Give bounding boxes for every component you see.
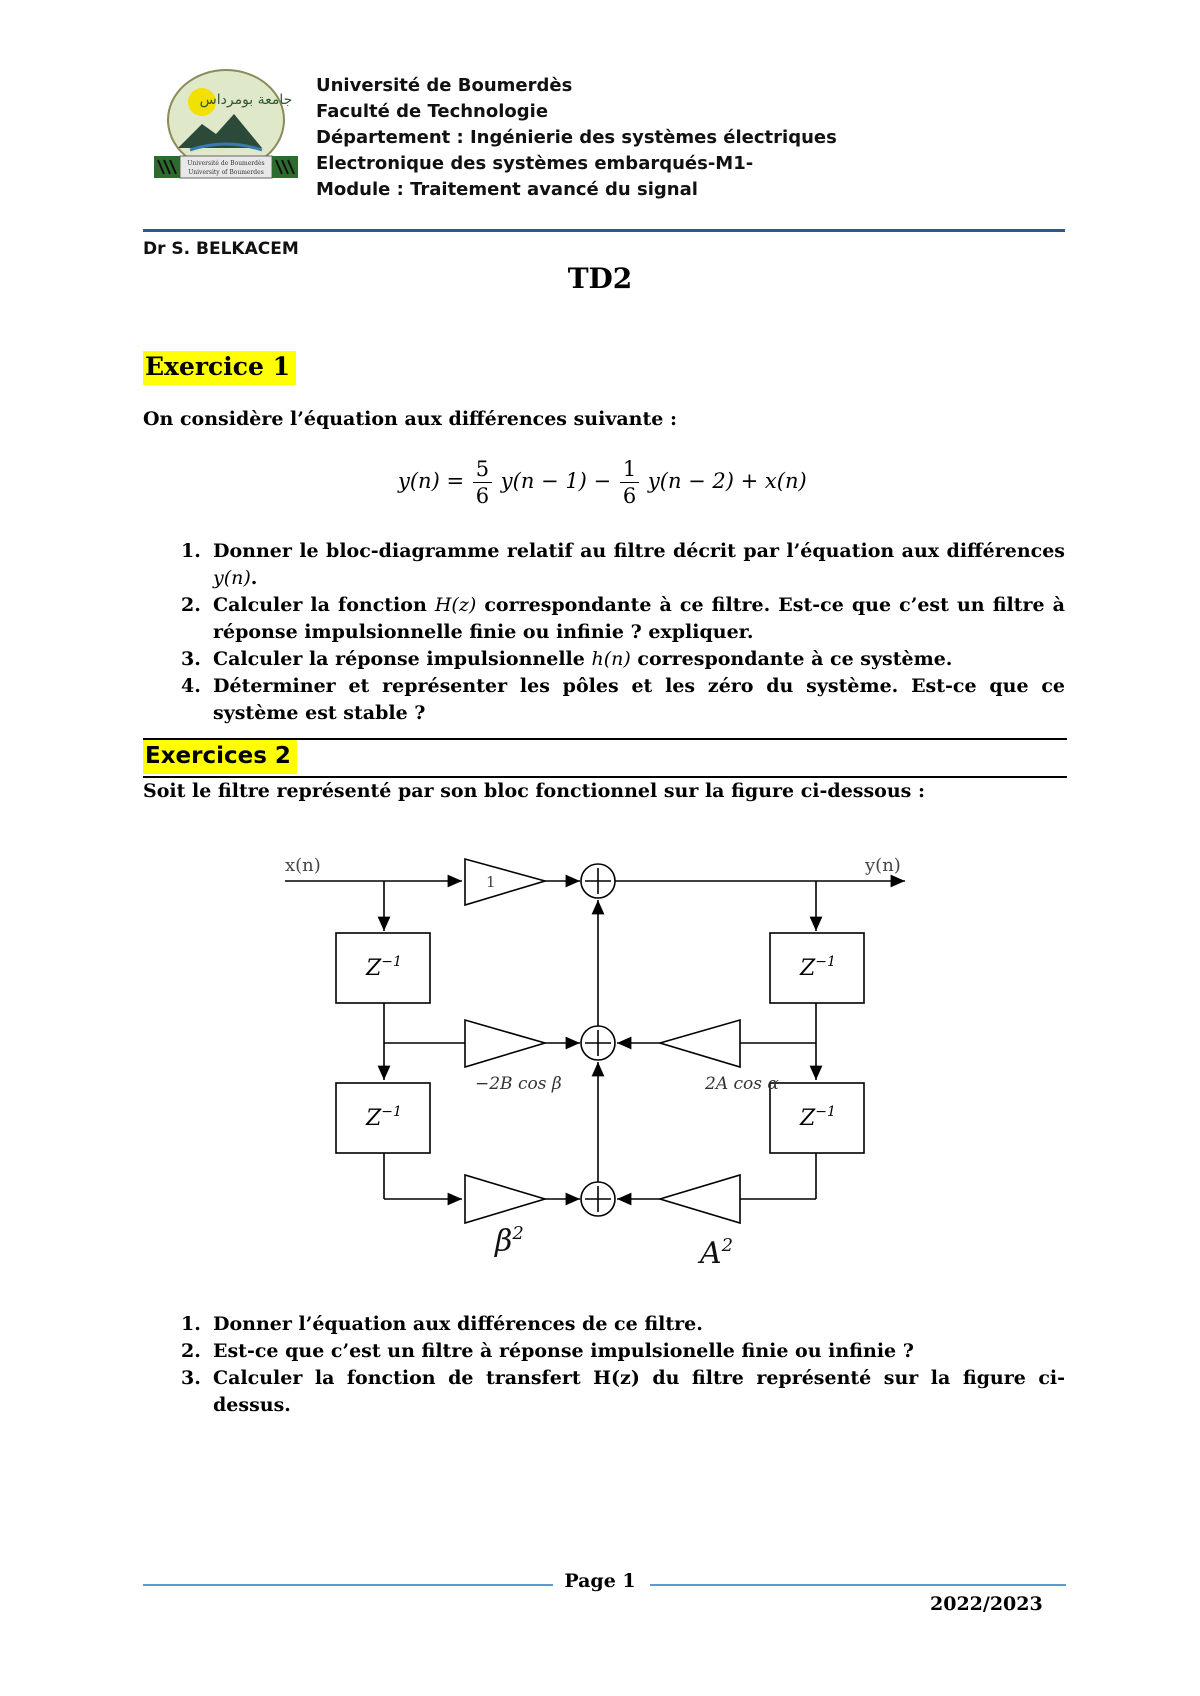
eq-term-1: y(n − 1) − — [500, 469, 612, 493]
exercise1-question: 1. Donner le bloc-diagramme relatif au filtre décrit par l’équation aux différences y(n). — [181, 540, 1065, 589]
gain-top-label: 1 — [486, 873, 496, 891]
exercise1-intro: On considère l’équation aux différences suivante : — [143, 408, 677, 430]
eq-lhs: y(n) = — [398, 469, 465, 493]
exercise1-question: 4. Déterminer et représenter les pôles et les zéro du système. Est-ce que ce système est stable ? — [181, 675, 1065, 724]
difference-equation — [398, 456, 807, 509]
logo-french-text: Université de Boumerdès — [187, 160, 265, 167]
footer-rule-left — [143, 1584, 553, 1586]
diagram-output-label: y(n) — [865, 855, 901, 876]
exercise1-questions — [143, 538, 1065, 727]
delay-z-2: $Z^{-1}$ — [366, 1104, 402, 1131]
eq-term-2: y(n − 2) + x(n) — [647, 469, 807, 493]
exercise2-question: 1. Donner l’équation aux différences de ce filtre. — [181, 1313, 703, 1335]
diagram-input-label: x(n) — [285, 855, 321, 876]
exercise2-question: 3. Calculer la fonction de transfert H(z) du filtre représenté sur la figure ci-dessus. — [181, 1367, 1065, 1416]
gain-mid-right-label: 2A cos α — [705, 1074, 779, 1094]
header-department: Département : Ingénierie des systèmes électriques — [316, 127, 837, 148]
exercise1-title: Exercice 1 — [143, 351, 296, 385]
exercise1-question: 2. Calculer la fonction H(z) correspondante à ce filtre. Est-ce que c’est un filtre à réponse impulsionnelle finie ou infinie ? expliquer. — [181, 594, 1065, 643]
footer-rule-right — [650, 1584, 1066, 1586]
page-title: TD2 — [567, 262, 633, 295]
eq-f1-num: 5 — [473, 456, 492, 483]
page-number: Page 1 — [564, 1570, 636, 1592]
exercise2-question: 2. Est-ce que c’est un filtre à réponse impulsionelle finie ou infinie ? — [181, 1340, 914, 1362]
exercise2-title: Exercices 2 — [143, 740, 297, 774]
delay-z-3: $Z^{-1}$ — [800, 954, 836, 981]
header-module: Module : Traitement avancé du signal — [316, 179, 698, 200]
university-logo — [150, 68, 302, 186]
delay-z-4: $Z^{-1}$ — [800, 1104, 836, 1131]
institution-header — [316, 73, 916, 203]
gain-mid-left-label: −2B cos β — [475, 1074, 562, 1094]
exercise2-questions — [143, 1311, 1065, 1419]
eq-f2-num: 1 — [620, 456, 639, 483]
academic-year: 2022/2023 — [930, 1593, 1043, 1615]
header-university: Université de Boumerdès — [316, 75, 573, 96]
delay-z-1: $Z^{-1}$ — [366, 954, 402, 981]
logo-arabic-text: جامعة بومرداس — [199, 92, 293, 108]
gain-bot-right-label: $A^2$ — [700, 1235, 734, 1271]
header-faculty: Faculté de Technologie — [316, 101, 549, 122]
block-diagram — [280, 845, 940, 1275]
logo-english-text: University of Boumerdes — [188, 169, 264, 176]
gain-bot-left-label: $\beta^2$ — [495, 1223, 524, 1259]
header-rule — [143, 229, 1065, 232]
exercise2-intro: Soit le filtre représenté par son bloc fonctionnel sur la figure ci-dessous : — [143, 780, 925, 802]
eq-fraction-2 — [620, 456, 639, 509]
eq-f2-den: 6 — [622, 484, 637, 508]
author: Dr S. BELKACEM — [143, 239, 299, 259]
exercise1-question: 3. Calculer la réponse impulsionnelle h(n) correspondante à ce système. — [181, 648, 953, 670]
eq-fraction-1 — [473, 456, 492, 509]
eq-f1-den: 6 — [475, 484, 490, 508]
header-program: Electronique des systèmes embarqués-M1- — [316, 153, 754, 174]
